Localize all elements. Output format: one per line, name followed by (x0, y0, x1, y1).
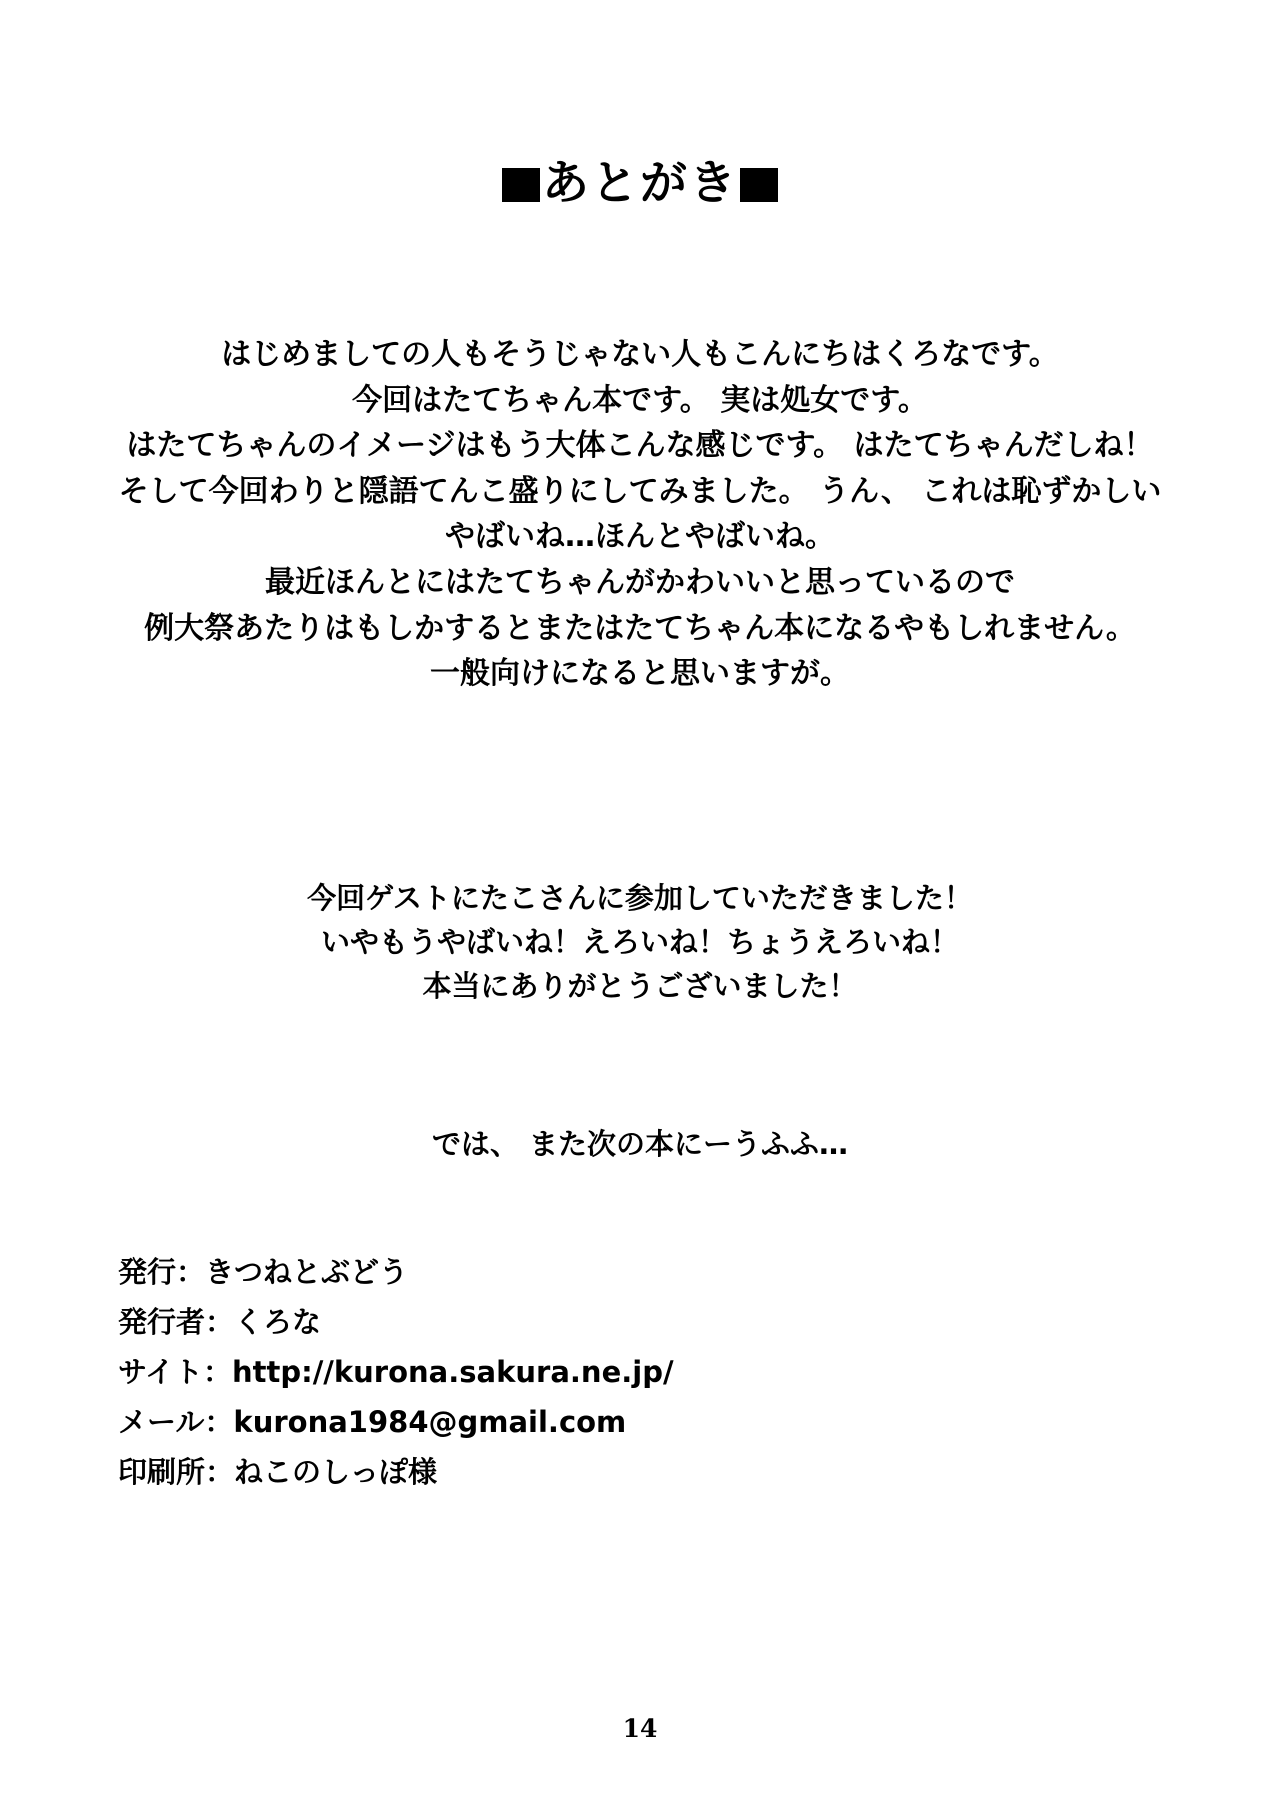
text-line: そして今回わりと隠語てんこ盛りにしてみました。 うん、 これは恥ずかしい (118, 473, 1162, 509)
page-title-label: あとがき (542, 156, 738, 211)
text-line: 今回はたてちゃん本です。 実は処女です。 (352, 382, 928, 418)
intro-paragraph (0, 332, 1280, 697)
closing-paragraph (0, 1122, 1280, 1166)
text-line: では、 また次の本にーうふふ… (431, 1127, 849, 1161)
guest-thanks-paragraph (0, 876, 1280, 1008)
page-number: 14 (622, 1714, 658, 1743)
text-line: 最近ほんとにはたてちゃんがかわいいと思っているので (265, 564, 1015, 600)
text-line: やばいね…ほんとやばいね。 (445, 519, 835, 555)
text-line: 本当にありがとうございました！ (422, 969, 858, 1004)
page-title-text (502, 158, 778, 210)
colophon-printer: 印刷所：ねこのしっぽ様 (118, 1454, 438, 1489)
colophon-publisher: 発行：きつねとぶどう (118, 1255, 409, 1289)
colophon-block (118, 1248, 674, 1497)
text-line: はじめましての人もそうじゃない人もこんにちはくろなです。 (221, 337, 1059, 372)
text-line: 今回ゲストにたこさんに参加していただきました！ (307, 881, 973, 915)
colophon-website: サイト：http://kurona.sakura.ne.jp/ (118, 1354, 674, 1389)
colophon-author: 発行者：くろな (118, 1304, 322, 1339)
text-line: 一般向けになると思いますが。 (430, 656, 850, 692)
black-square-icon (502, 168, 540, 202)
colophon-email: メール：kurona1984@gmail.com (118, 1404, 627, 1439)
text-line: いやもうやばいね！えろいね！ちょうえろいね！ (320, 925, 959, 960)
text-line: 例大祭あたりはもしかするとまたはたてちゃん本になるやもしれません。 (144, 610, 1136, 646)
text-line: はたてちゃんのイメージはもう大体こんな感じです。 はたてちゃんだしね！ (126, 428, 1154, 464)
page-title (0, 158, 1280, 210)
black-square-icon (740, 168, 778, 202)
